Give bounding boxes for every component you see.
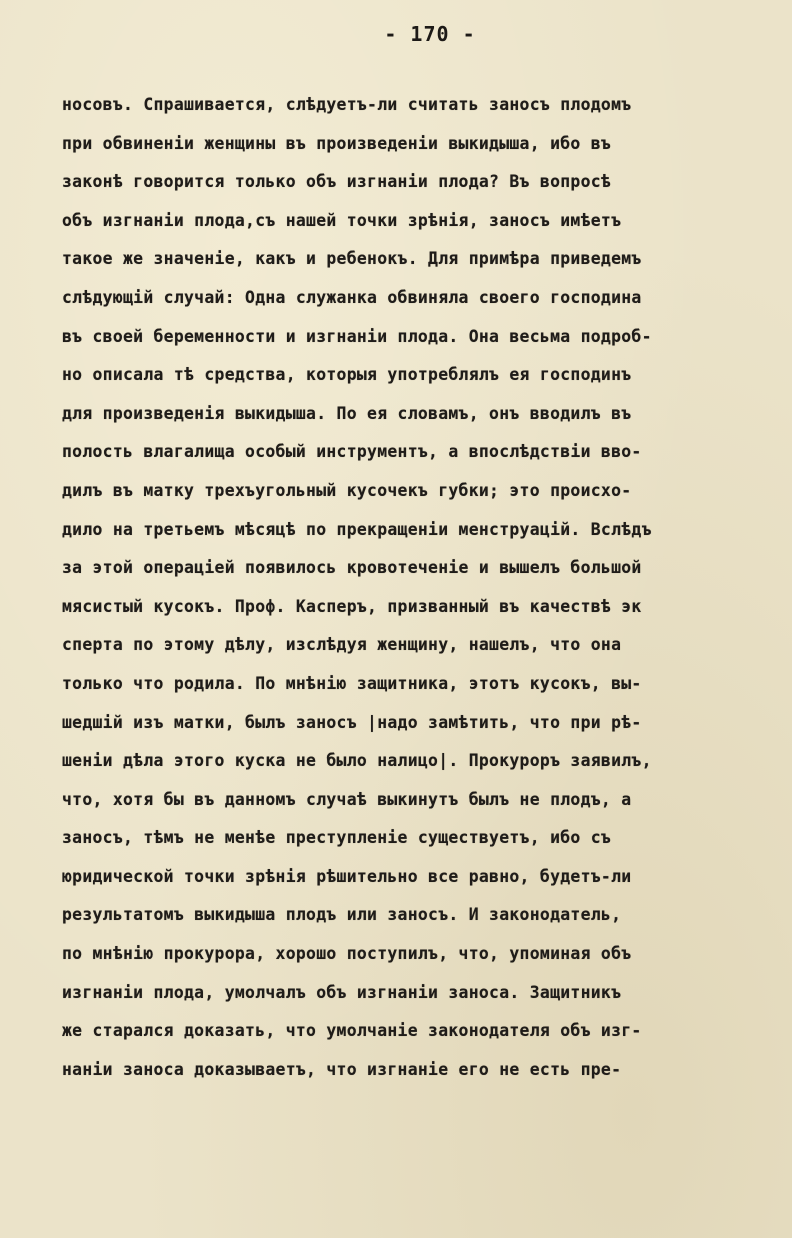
text-line: въ своей беременности и изгнанiи плода. Она весьма подроб-	[62, 326, 652, 346]
text-line: слѣдующiй случай: Одна служанка обвиняла своего господина	[62, 287, 642, 307]
text-line: что, хотя бы въ данномъ случаѣ выкинутъ былъ не плодъ, а	[62, 789, 632, 809]
text-line: дилъ въ матку трехъугольный кусочекъ губки; это происхо-	[62, 480, 632, 500]
text-line: результатомъ выкидыша плодъ или заносъ. И законодатель,	[62, 905, 622, 925]
text-line: но описала тѣ средства, которыя употреблялъ ея господинъ	[62, 365, 632, 385]
text-line: по мнѣнiю прокурора, хорошо поступилъ, что, упоминая объ	[62, 944, 632, 964]
text-line: для произведенiя выкидыша. По ея словамъ, онъ вводилъ въ	[62, 403, 632, 423]
text-line: шенiи дѣла этого куска не было налицо|. Прокуроръ заявилъ,	[62, 751, 652, 771]
text-line: при обвиненiи женщины въ произведенiи выкидыша, ибо въ	[62, 133, 612, 153]
text-line: носовъ. Спрашивается, слѣдуетъ-ли считать заносъ плодомъ	[62, 95, 632, 114]
text-line: шедшiй изъ матки, былъ заносъ |надо замѣтить, что при рѣ-	[62, 712, 642, 732]
text-line: полость влагалища особый инструментъ, а впослѣдствiи вво-	[62, 442, 642, 462]
text-line: мясистый кусокъ. Проф. Касперъ, призванный въ качествѣ эк	[62, 596, 642, 616]
body-text	[62, 86, 782, 1089]
text-line: же старался доказать, что умолчанiе законодателя объ изг-	[62, 1021, 642, 1041]
text-line: сперта по этому дѣлу, изслѣдуя женщину, нашелъ, что она	[62, 635, 622, 655]
text-line: законѣ говорится только объ изгнанiи плода? Въ вопросѣ	[62, 172, 612, 192]
text-line: объ изгнанiи плода,съ нашей точки зрѣнiя, заносъ имѣетъ	[62, 210, 622, 230]
text-line: заносъ, тѣмъ не менѣе преступленiе существуетъ, ибо съ	[62, 828, 612, 848]
text-line: за этой операцiей появилось кровотеченiе и вышелъ большой	[62, 558, 642, 578]
page-number: - 170 -	[384, 22, 476, 46]
text-line: нанiи заноса доказываетъ, что изгнанiе его не есть пре-	[62, 1059, 622, 1079]
text-line: такое же значенiе, какъ и ребенокъ. Для примѣра приведемъ	[62, 249, 642, 269]
text-line: дило на третьемъ мѣсяцѣ по прекращенiи менструацiй. Вслѣдъ	[62, 519, 652, 539]
text-line: только что родила. По мнѣнiю защитника, этотъ кусокъ, вы-	[62, 673, 642, 693]
text-line: юридической точки зрѣнiя рѣшительно все равно, будетъ-ли	[62, 866, 632, 886]
text-line: изгнанiи плода, умолчалъ объ изгнанiи заноса. Защитникъ	[62, 982, 622, 1002]
